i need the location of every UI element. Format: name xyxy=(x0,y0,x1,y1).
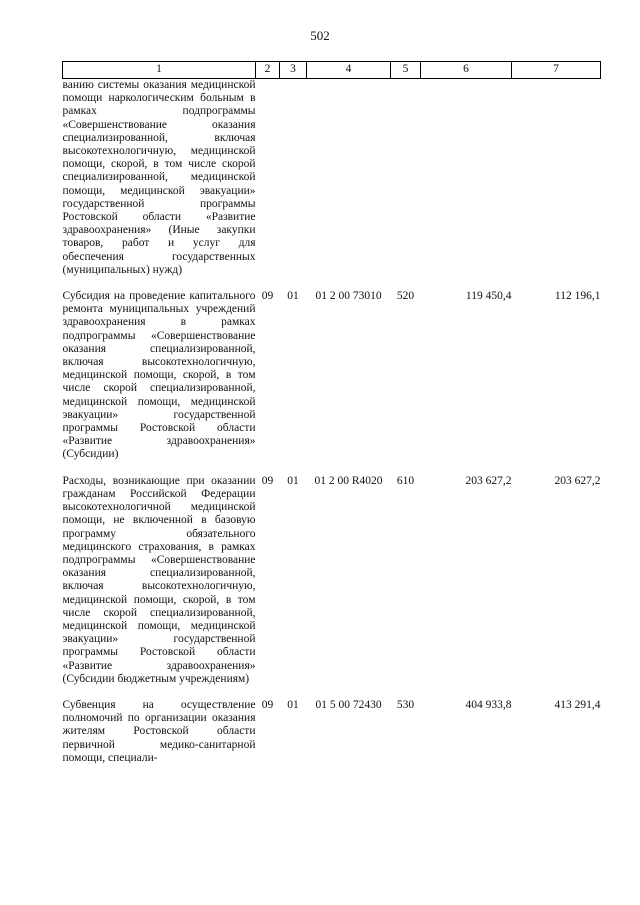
row-amount-year1: 119 450,4 xyxy=(465,290,512,303)
header-col-6: 6 xyxy=(421,62,512,79)
row-section: 09 xyxy=(261,474,274,487)
row-target-article: 01 2 00 R4020 xyxy=(314,474,383,487)
row-amount-year2: 203 627,2 xyxy=(554,474,601,487)
row-section: 09 xyxy=(261,290,274,303)
row-description: Субсидия на проведение капитального ремонта муниципальных учреждений здравоохранения в рамках подпрограммы «Совершенствование оказания специализированной, включая высокотехнологичную, медицинской помощи, скорой, в том числе скорой специализированной, медицинской помощи, медицинской эвакуации» государственной программы Ростовской области «Развитие здравоохранения» (Субсидии) xyxy=(62,290,256,461)
row-amount-year1: 203 627,2 xyxy=(465,474,512,487)
row-subsection: 01 xyxy=(287,698,299,711)
row-description: Расходы, возникающие при оказании гражданам Российской Федерации высокотехнологичной медицинской помощи, не включенной в базовую программу обязательного медицинского страхования, в рамках подпрограммы «Совершенствование оказания специализированной, включая высокотехнологичную, медицинской помощи, скорой, в том числе скорой специализированной, медицинской помощи, медицинской эвакуации» государственной программы Ростовской области «Развитие здравоохранения» (Субсидии бюджетным учреждениям) xyxy=(62,474,256,685)
row-target-article xyxy=(307,79,391,278)
row-expense-type xyxy=(391,79,421,278)
table-row xyxy=(63,79,601,278)
row-description: ванию системы оказания медицинской помощи наркологическим больным в рамках подпрограммы «Совершенствование оказания специализированной, включая высокотехнологичную, медицинской помощи, скорой, в том числе скорой специализированной, медицинской помощи, медицинской эвакуации» государственной программы Ростовской области «Развитие здравоохранения» (Иные закупки товаров, работ и услуг для обеспечения государственных (муниципальных) нужд) xyxy=(62,79,256,276)
table-header-row xyxy=(63,62,601,79)
row-amount-year2 xyxy=(512,79,601,278)
header-col-7: 7 xyxy=(512,62,601,79)
row-subsection xyxy=(280,79,307,278)
row-section xyxy=(256,79,280,278)
row-target-article: 01 5 00 72430 xyxy=(315,698,382,711)
row-expense-type: 520 xyxy=(396,290,415,303)
budget-table xyxy=(62,61,601,765)
row-expense-type: 610 xyxy=(396,474,415,487)
header-col-2: 2 xyxy=(256,62,280,79)
row-amount-year2: 112 196,1 xyxy=(554,290,601,303)
page-number: 502 xyxy=(310,28,330,43)
row-expense-type: 530 xyxy=(396,698,415,711)
header-col-3: 3 xyxy=(280,62,307,79)
table-row xyxy=(63,290,601,462)
row-amount-year2: 413 291,4 xyxy=(554,698,601,711)
table-row xyxy=(63,699,601,765)
row-description: Субвенция на осуществление полномочий по организации оказания жителям Ростовской области первичной медико-санитарной помощи, специали- xyxy=(62,698,256,764)
row-subsection: 01 xyxy=(287,474,299,487)
row-target-article: 01 2 00 73010 xyxy=(315,290,382,303)
row-amount-year1: 404 933,8 xyxy=(465,698,512,711)
header-col-4: 4 xyxy=(307,62,391,79)
row-subsection: 01 xyxy=(287,290,299,303)
row-section: 09 xyxy=(261,698,274,711)
header-col-1: 1 xyxy=(63,62,256,79)
header-col-5: 5 xyxy=(391,62,421,79)
row-amount-year1 xyxy=(421,79,512,278)
table-row xyxy=(63,475,601,686)
